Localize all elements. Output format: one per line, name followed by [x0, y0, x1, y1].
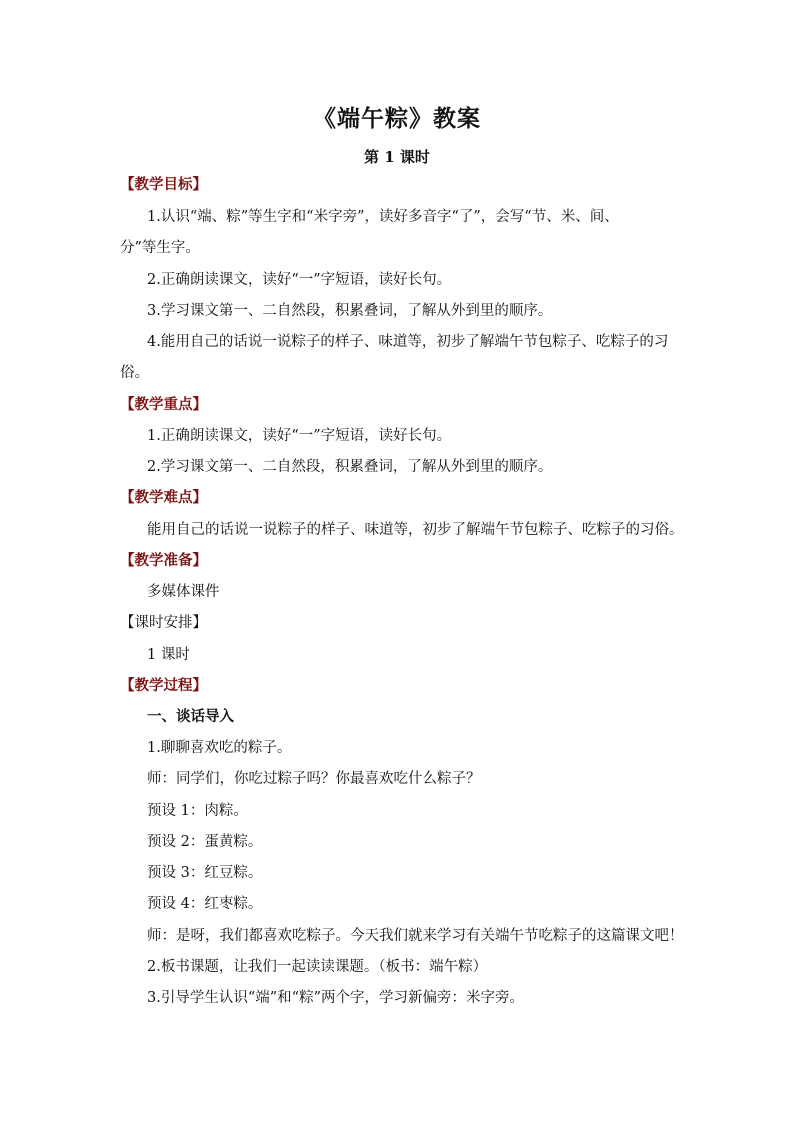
- goal-item-2: 2.正确朗读课文，读好“一”字短语，读好长句。: [147, 272, 452, 288]
- process-item-1: 1.聊聊喜欢吃的粽子。: [147, 740, 292, 756]
- section-heading-goals: 【教学目标】: [120, 176, 207, 193]
- key-point-item-2: 2.学习课文第一、二自然段，积累叠词，了解从外到里的顺序。: [147, 459, 553, 475]
- process-item-3: 预设 1：肉粽。: [147, 803, 248, 819]
- key-point-item-1: 1.正确朗读课文，读好“一”字短语，读好长句。: [147, 428, 452, 444]
- preparation-item-1: 多媒体课件: [147, 584, 220, 600]
- schedule-item-1: 1 课时: [147, 647, 190, 663]
- process-item-9: 3.引导学生认识“端”和“粽”两个字，学习新偏旁：米字旁。: [147, 990, 524, 1006]
- section-heading-schedule: 【课时安排】: [120, 615, 207, 631]
- section-heading-process: 【教学过程】: [120, 677, 207, 694]
- section-heading-key-points: 【教学重点】: [120, 396, 207, 413]
- section-heading-preparation: 【教学准备】: [120, 552, 207, 569]
- process-item-2: 师：同学们，你吃过粽子吗？你最喜欢吃什么粽子？: [147, 771, 481, 787]
- goal-item-1: 1.认识“端、粽”等生字和“米字旁”，读好多音字“了”，会写“节、米、间、: [147, 209, 619, 225]
- goal-item-4-cont: 俗。: [120, 365, 149, 381]
- difficulty-item-1: 能用自己的话说一说粽子的样子、味道等，初步了解端午节包粽子、吃粽子的习俗。: [147, 522, 684, 538]
- process-item-6: 预设 4：红枣粽。: [147, 896, 263, 912]
- process-subheading-intro: 一、谈话导入: [147, 708, 234, 725]
- process-item-7: 师：是呀，我们都喜欢吃粽子。今天我们就来学习有关端午节吃粽子的这篇课文吧！: [147, 928, 684, 944]
- goal-item-1-cont: 分”等生字。: [120, 240, 200, 256]
- process-item-5: 预设 3：红豆粽。: [147, 865, 263, 881]
- process-item-8: 2.板书课题，让我们一起读读课题。（板书：端午粽）: [147, 959, 488, 975]
- goal-item-4: 4.能用自己的话说一说粽子的样子、味道等，初步了解端午节包粽子、吃粽子的习: [147, 334, 669, 350]
- lesson-period-subtitle: 第 1 课时: [364, 148, 430, 166]
- document-title: 《端午粽》教案: [313, 105, 481, 132]
- process-item-4: 预设 2：蛋黄粽。: [147, 834, 263, 850]
- section-heading-difficulties: 【教学难点】: [120, 489, 207, 506]
- goal-item-3: 3.学习课文第一、二自然段，积累叠词，了解从外到里的顺序。: [147, 303, 553, 319]
